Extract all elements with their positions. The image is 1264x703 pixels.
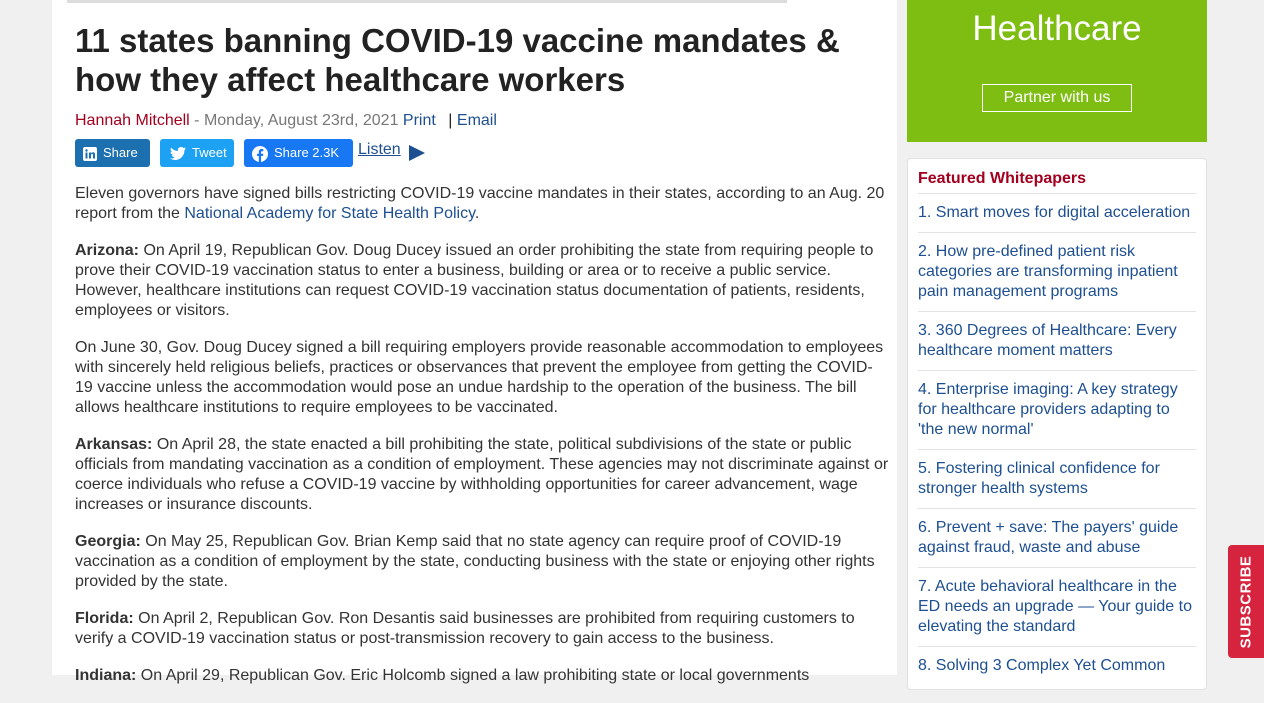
article-container bbox=[52, 0, 897, 684]
healthcare-ad[interactable] bbox=[907, 0, 1207, 142]
print-link[interactable]: Print bbox=[402, 112, 436, 129]
author-link[interactable]: Hannah Mitchell bbox=[75, 112, 190, 129]
paragraph-indiana bbox=[75, 666, 890, 686]
whitepaper-link[interactable]: 2. How pre-defined patient risk categories are transforming inpatient pain management programs bbox=[918, 232, 1196, 311]
twitter-bird-icon bbox=[170, 147, 186, 160]
paragraph-arizona bbox=[75, 241, 890, 321]
paragraph-arkansas bbox=[75, 435, 890, 515]
publish-date: Monday, August 23rd, 2021 bbox=[203, 112, 399, 129]
paragraph-text: On April 19, Republican Gov. Doug Ducey issued an order prohibiting the state from requiring people to prove their COVID-19 vaccination status to enter a business, building or area or to receive a public service. However, healthcare institutions can request COVID-19 vaccination status documentation of patients, residents, employees or visitors. bbox=[75, 242, 874, 319]
partner-button[interactable]: Partner with us bbox=[982, 84, 1132, 112]
article-title: 11 states banning COVID-19 vaccine mandates & how they affect healthcare workers bbox=[75, 22, 840, 98]
paragraph-text: Eleven governors have signed bills restricting COVID-19 vaccine mandates in their states, according to an Aug. 20 report from the bbox=[75, 185, 885, 222]
subscribe-label: SUBSCRIBE bbox=[1237, 555, 1255, 648]
whitepaper-link[interactable]: 8. Solving 3 Complex Yet Common bbox=[918, 646, 1196, 685]
article-body bbox=[75, 184, 890, 703]
paragraph-text: On June 30, Gov. Doug Ducey signed a bill requiring employers provide reasonable accommodation to employees with sincerely held religious beliefs, practices or observances that prevent the employee from getting the COVID-19 vaccine unless the accommodation would pose an undue hardship to the operation of the business. The bill allows healthcare institutions to require employees to be vaccinated. bbox=[75, 339, 884, 416]
whitepapers-heading: Featured Whitepapers bbox=[918, 170, 1087, 187]
facebook-icon bbox=[252, 146, 268, 162]
twitter-tweet-label: Tweet bbox=[192, 145, 227, 160]
ad-title: Healthcare bbox=[972, 9, 1142, 48]
paragraph-text: On April 29, Republican Gov. Eric Holcomb signed a law prohibiting state or local governments bbox=[136, 667, 810, 684]
twitter-tweet-button[interactable] bbox=[160, 139, 234, 167]
whitepaper-link[interactable]: 4. Enterprise imaging: A key strategy for healthcare providers adapting to 'the new normal' bbox=[918, 370, 1196, 449]
state-label: Georgia: bbox=[75, 533, 141, 550]
state-label: Arkansas: bbox=[75, 436, 153, 453]
whitepaper-link[interactable]: 7. Acute behavioral healthcare in the ED needs an upgrade — Your guide to elevating the standard bbox=[918, 567, 1196, 646]
facebook-share-button[interactable] bbox=[244, 139, 353, 167]
paragraph-text: On April 28, the state enacted a bill prohibiting the state, political subdivisions of the state or public officials from mandating vaccination as a condition of employment. These agencies may not discriminate against or coerce individuals who refuse a COVID-19 vaccine by withholding opportunities for career advancement, wage increases or insurance discounts. bbox=[75, 436, 889, 513]
paragraph-arizona-2 bbox=[75, 338, 890, 418]
linkedin-icon bbox=[83, 147, 97, 161]
linkedin-share-button[interactable] bbox=[75, 139, 150, 167]
featured-whitepapers-panel bbox=[907, 158, 1207, 690]
paragraph-text: On May 25, Republican Gov. Brian Kemp said that no state agency can require proof of COVID-19 vaccination as a condition of employment by the state, conducting business with the state or enjoying other rights provided by the state. bbox=[75, 533, 875, 590]
byline-pipe: | bbox=[448, 112, 453, 129]
paragraph-florida bbox=[75, 609, 890, 649]
paragraph-text: On April 2, Republican Gov. Ron Desantis said businesses are prohibited from requiring customers to verify a COVID-19 vaccination status or post-transmission recovery to gain access to the business. bbox=[75, 610, 855, 647]
state-label: Florida: bbox=[75, 610, 134, 627]
paragraph-intro bbox=[75, 184, 890, 224]
top-divider bbox=[67, 0, 787, 3]
play-icon[interactable] bbox=[409, 145, 425, 161]
nashp-link[interactable]: National Academy for State Health Policy bbox=[184, 205, 475, 222]
email-link[interactable]: Email bbox=[456, 112, 497, 129]
linkedin-share-label: Share bbox=[103, 145, 138, 160]
paragraph-text: . bbox=[474, 205, 480, 222]
whitepapers-list bbox=[918, 193, 1196, 685]
whitepaper-link[interactable]: 3. 360 Degrees of Healthcare: Every healthcare moment matters bbox=[918, 311, 1196, 370]
state-label: Indiana: bbox=[75, 667, 137, 684]
subscribe-tab[interactable] bbox=[1228, 545, 1264, 658]
listen-link[interactable]: Listen bbox=[358, 141, 401, 158]
state-label: Arizona: bbox=[75, 242, 139, 259]
facebook-share-label: Share 2.3K bbox=[274, 145, 340, 160]
whitepaper-link[interactable]: 5. Fostering clinical confidence for stronger health systems bbox=[918, 449, 1196, 508]
byline-separator: - bbox=[189, 112, 204, 129]
byline bbox=[75, 111, 497, 131]
whitepaper-link[interactable]: 6. Prevent + save: The payers' guide against fraud, waste and abuse bbox=[918, 508, 1196, 567]
whitepaper-link[interactable]: 1. Smart moves for digital acceleration bbox=[918, 193, 1196, 232]
paragraph-georgia bbox=[75, 532, 890, 592]
